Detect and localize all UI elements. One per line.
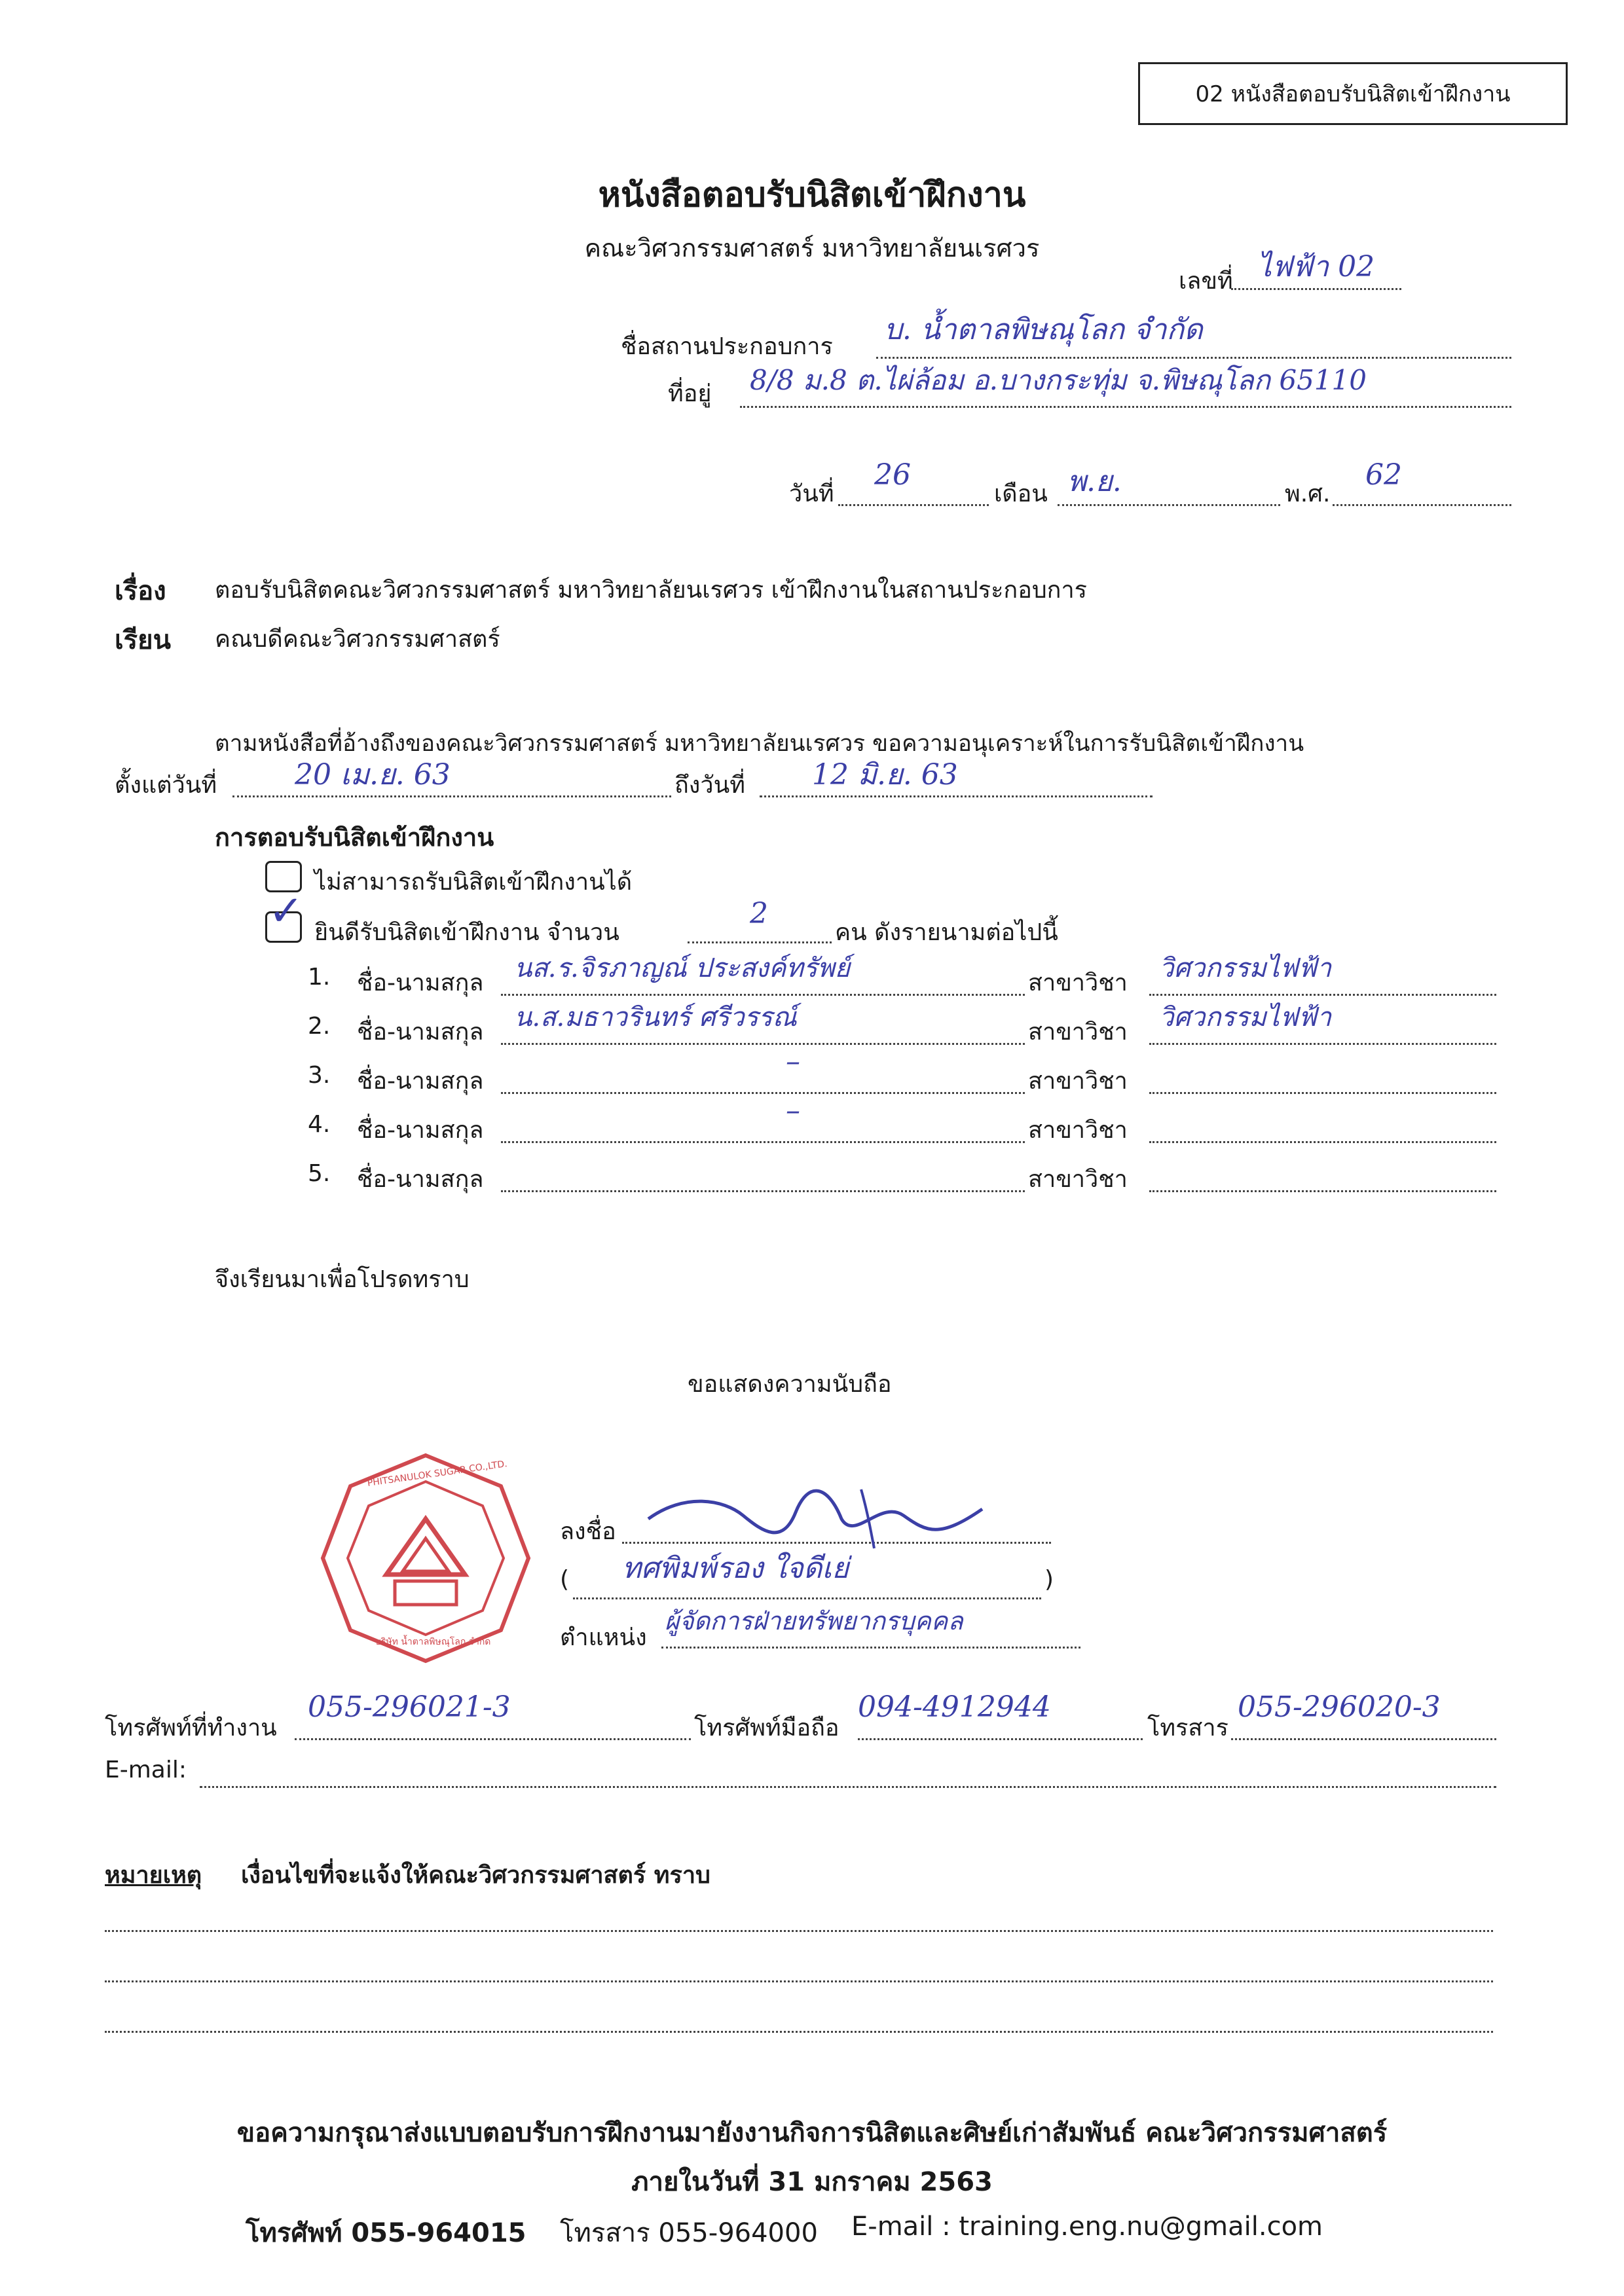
name-open-paren: ( [560, 1566, 570, 1593]
position-label: ตำแหน่ง [560, 1624, 647, 1651]
number-value: ไฟฟ้า 02 [1257, 250, 1375, 283]
position-value: ผู้จัดการฝ่ายทรัพยากรบุคคล [665, 1607, 963, 1635]
student-major-dotline [1149, 1043, 1496, 1045]
position-dotline [661, 1647, 1080, 1649]
office-phone-label: โทรศัพท์ที่ทำงาน [105, 1715, 277, 1741]
date-day-label: วันที่ [789, 481, 834, 507]
student-name-value: – [786, 1045, 800, 1078]
student-name-value: นส.ร.จิรภาญณ์ ประสงค์ทรัพย์ [514, 953, 851, 983]
student-major-label: สาขาวิชา [1028, 1117, 1128, 1144]
stamp-text-top: PHITSANULOK SUGAR CO.,LTD. [366, 1459, 508, 1489]
footer-line-2: ภายในวันที่ 31 มกราคม 2563 [631, 2167, 993, 2197]
date-month-dotline [1058, 504, 1280, 506]
company-value: บ. น้ำตาลพิษณุโลก จำกัด [884, 313, 1203, 346]
closing-text: จึงเรียนมาเพื่อโปรดทราบ [215, 1266, 470, 1293]
student-name-dotline [501, 1092, 1025, 1094]
mobile-dotline [858, 1738, 1143, 1740]
address-dotline [740, 406, 1511, 408]
name-dotline [573, 1597, 1041, 1599]
company-label: ชื่อสถานประกอบการ [621, 333, 833, 360]
student-name-label: ชื่อ-นามสกุล [357, 970, 484, 996]
accept-option-suffix: คน ดังรายนามต่อไปนี้ [835, 919, 1058, 946]
date-day-dotline [838, 504, 989, 506]
company-stamp [318, 1450, 534, 1666]
address-label: ที่อยู่ [668, 380, 712, 407]
period-from-label: ตั้งแต่วันที่ [115, 772, 217, 799]
student-major-label: สาขาวิชา [1028, 1068, 1128, 1095]
student-name-value: น.ส.มธาวรินทร์ ศรีวรรณ์ [514, 1002, 797, 1032]
fax-dotline [1231, 1738, 1496, 1740]
acceptance-heading: การตอบรับนิสิตเข้าฝึกงาน [215, 823, 494, 852]
student-major-value: วิศวกรรมไฟฟ้า [1159, 953, 1332, 983]
footer-email: E-mail : training.eng.nu@gmail.com [851, 2212, 1323, 2242]
sign-label: ลงชื่อ [560, 1518, 616, 1545]
student-major-dotline [1149, 1092, 1496, 1094]
student-major-dotline [1149, 1190, 1496, 1192]
fax-value: 055-296020-3 [1238, 1690, 1441, 1724]
note-text: เงื่อนไขที่จะแจ้งให้คณะวิศวกรรมศาสตร์ ทราบ [241, 1862, 710, 1889]
student-major-value: วิศวกรรมไฟฟ้า [1159, 1002, 1332, 1032]
period-to-value: 12 มิ.ย. 63 [812, 758, 958, 792]
subject-label: เรื่อง [115, 576, 166, 606]
student-name-dotline [501, 1043, 1025, 1045]
note-line-2 [105, 1980, 1493, 1982]
student-number: 4. [308, 1111, 331, 1138]
address-value: 8/8 ม.8 ต.ไผ่ล้อม อ.บางกระทุ่ม จ.พิษณุโลก 65110 [750, 364, 1367, 396]
student-number: 1. [308, 964, 331, 991]
to-label: เรียน [115, 625, 171, 655]
stamp-text-bottom: บริษัท น้ำตาลพิษณุโลก จำกัด [375, 1637, 491, 1647]
form-code-box [1138, 62, 1568, 125]
to-text: คณบดีคณะวิศวกรรมศาสตร์ [215, 626, 500, 653]
regards-text: ขอแสดงความนับถือ [688, 1371, 892, 1398]
student-name-label: ชื่อ-นามสกุล [357, 1166, 484, 1193]
mobile-value: 094-4912944 [858, 1690, 1051, 1724]
period-from-value: 20 เม.ย. 63 [295, 758, 451, 792]
note-line-1 [105, 1930, 1493, 1932]
date-day-value: 26 [874, 458, 911, 492]
student-name-value: – [786, 1094, 800, 1127]
date-year-dotline [1333, 504, 1511, 506]
number-label: เลขที่ [1179, 268, 1233, 295]
email-dotline [200, 1786, 1496, 1788]
student-major-label: สาขาวิชา [1028, 970, 1128, 996]
signer-name: ทศพิมพ์รอง ใจดีเย่ [622, 1552, 849, 1585]
date-year-label: พ.ศ. [1285, 481, 1331, 507]
student-number: 5. [308, 1160, 331, 1187]
fax-label: โทรสาร [1147, 1715, 1228, 1741]
student-major-dotline [1149, 1141, 1496, 1143]
date-month-label: เดือน [994, 481, 1048, 507]
note-line-3 [105, 2031, 1493, 2033]
count-dotline [688, 941, 832, 943]
email-label: E-mail: [105, 1757, 187, 1783]
student-major-label: สาขาวิชา [1028, 1019, 1128, 1046]
footer-fax: โทรสาร 055-964000 [560, 2218, 818, 2248]
checkmark-icon: ✓ [268, 887, 304, 936]
note-label: หมายเหตุ [105, 1862, 202, 1889]
count-value: 2 [750, 897, 768, 930]
stamp-seal-icon [318, 1450, 534, 1666]
student-number: 2. [308, 1013, 331, 1040]
footer-line-1: ขอความกรุณาส่งแบบตอบรับการฝึกงานมายังงานกิจการนิสิตและศิษย์เก่าสัมพันธ์ คณะวิศวกรรมศาสตร์ [236, 2118, 1388, 2148]
student-name-label: ชื่อ-นามสกุล [357, 1019, 484, 1046]
footer-phone: โทรศัพท์ 055-964015 [246, 2218, 526, 2248]
date-year-value: 62 [1365, 458, 1402, 492]
reject-option-label: ไม่สามารถรับนิสิตเข้าฝึกงานได้ [314, 869, 633, 896]
office-phone-dotline [295, 1738, 691, 1740]
student-name-dotline [501, 1141, 1025, 1143]
period-to-label: ถึงวันที่ [674, 772, 745, 799]
document-title: หนังสือตอบรับนิสิตเข้าฝึกงาน [598, 175, 1026, 215]
student-number: 3. [308, 1062, 331, 1089]
date-month-value: พ.ย. [1067, 465, 1122, 498]
student-name-label: ชื่อ-นามสกุล [357, 1117, 484, 1144]
subject-text: ตอบรับนิสิตคณะวิศวกรรมศาสตร์ มหาวิทยาลัยนเรศวร เข้าฝึกงานในสถานประกอบการ [215, 577, 1088, 604]
body-text: ตามหนังสือที่อ้างถึงของคณะวิศวกรรมศาสตร์ มหาวิทยาลัยนเรศวร ขอความอนุเคราะห์ในการรับนิสิตเข้าฝึกงาน [215, 731, 1304, 757]
signature-icon [645, 1480, 986, 1552]
accept-option-label: ยินดีรับนิสิตเข้าฝึกงาน จำนวน [314, 919, 619, 946]
document-subtitle: คณะวิศวกรรมศาสตร์ มหาวิทยาลัยนเรศวร [584, 234, 1040, 263]
office-phone-value: 055-296021-3 [308, 1690, 511, 1724]
student-major-label: สาขาวิชา [1028, 1166, 1128, 1193]
mobile-label: โทรศัพท์มือถือ [694, 1715, 840, 1741]
student-name-dotline [501, 1190, 1025, 1192]
form-code-label: 02 หนังสือตอบรับนิสิตเข้าฝึกงาน [1195, 81, 1511, 107]
name-close-paren: ) [1044, 1566, 1054, 1593]
student-name-label: ชื่อ-นามสกุล [357, 1068, 484, 1095]
